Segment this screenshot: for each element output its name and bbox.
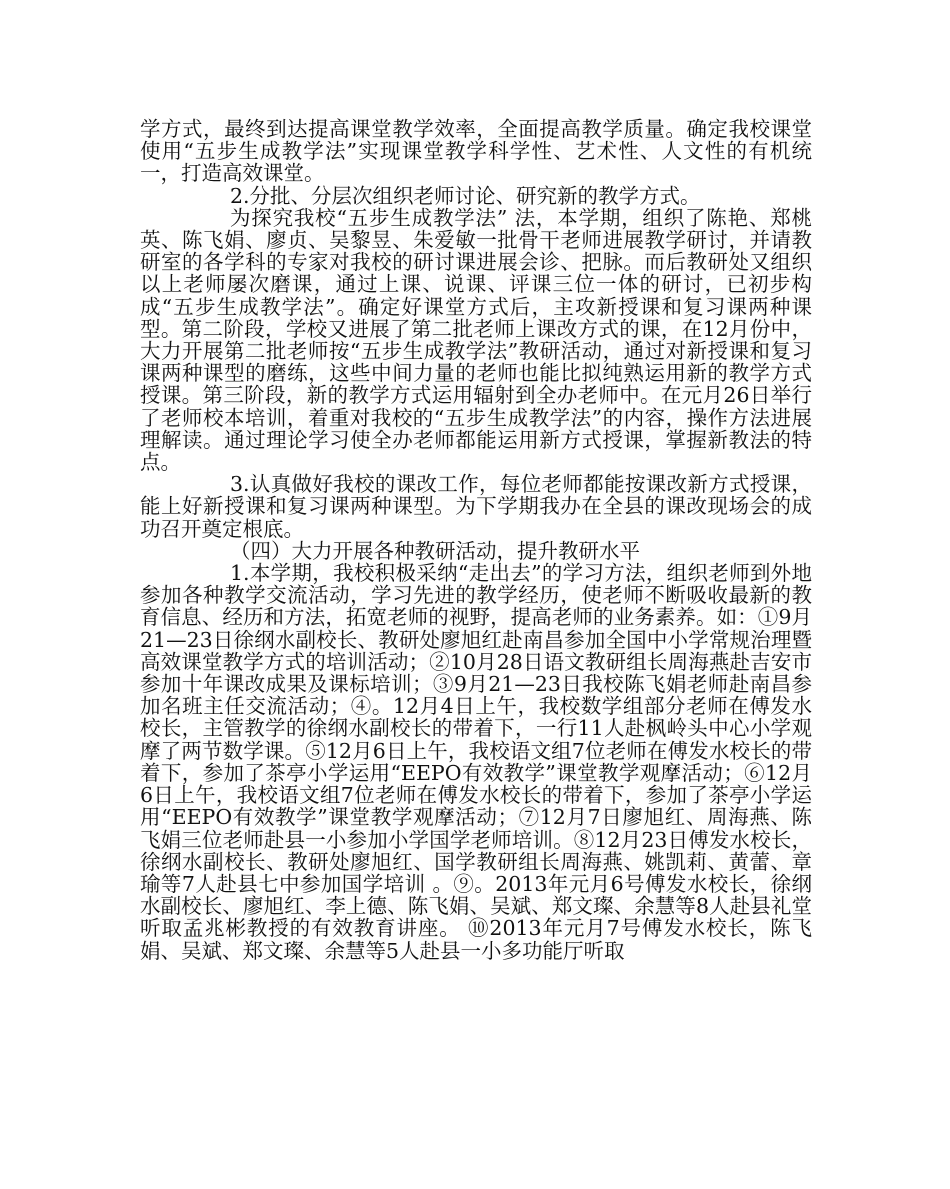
document-body <box>140 118 812 962</box>
paragraph-item-3: 3.认真做好我校的课改工作，每位老师都能按课改新方式授课，能上好新授课和复习课两种课型。为下学期我办在全县的课改现场会的成功召开奠定根底。 <box>140 472 812 541</box>
paragraph-item-1-activities: 1.本学期，我校积极采纳“走出去”的学习方法，组织老师到外地参加各种教学交流活动，学习先进的教学经历，使老师不断吸收最新的教育信息、经历和方法，拓宽老师的视野，提高老师的业务素养。如：①9月21—23日徐纲水副校长、教研处廖旭红赴南昌参加全国中小学常规治理暨高效课堂教学方式的培训活动；②10月28日语文教研组长周海燕赴吉安市参加十年课改成果及课标培训；③9月21—23日我校陈飞娟老师赴南昌参加名班主任交流活动；④。12月4日上午，我校数学组部分老师在傅发水校长，主管教学的徐纲水副校长的带着下，一行11人赴枫岭头中心小学观摩了两节数学课。⑤12月6日上午，我校语文组7位老师在傅发水校长的带着下，参加了茶亭小学运用“EEPO有效教学”课堂教学观摩活动；⑥12月6日上午，我校语文组7位老师在傅发水校长的带着下，参加了茶亭小学运用“EEPO有效教学”课堂教学观摩活动；⑦12月7日廖旭红、周海燕、陈飞娟三位老师赴县一小参加小学国学老师培训。⑧12月23日傅发水校长，徐纲水副校长、教研处廖旭红、国学教研组长周海燕、姚凯莉、黄蕾、章瑜等7人赴县七中参加国学培训 。⑨。2013年元月6号傅发水校长，徐纲水副校长、廖旭红、李上德、陈飞娟、吴斌、郑文璨、余慧等8人赴县礼堂听取孟兆彬教授的有效教育讲座。 ⑩2013年元月7号傅发水校长，陈飞娟、吴斌、郑文璨、余慧等5人赴县一小多功能厅听取 <box>140 561 812 963</box>
paragraph-item-2: 2.分批、分层次组织老师讨论、研究新的教学方式。 <box>230 183 701 208</box>
section-heading-four: （四）大力开展各种教研活动，提升教研水平 <box>230 538 640 563</box>
paragraph-five-step-method: 为探究我校“五步生成教学法” 法，本学期，组织了陈艳、郑桃英、陈飞娟、廖贞、吴黎昱、朱爱敏一批骨干老师进展教学研讨，并请教研室的各学科的专家对我校的研讨课进展会诊、把脉。而后教研处又组织以上老师屡次磨课，通过上课、说课、评课三位一体的研讨，已初步构成“五步生成教学法”。确定好课堂方式后，主攻新授课和复习课两种课型。第二阶段，学校又进展了第二批老师上课改方式的课，在12月份中，大力开展第二批老师按“五步生成教学法”教研活动，通过对新授课和复习课两种课型的磨练，这些中间力量的老师也能比拟纯熟运用新的教学方式授课。第三阶段，新的教学方式运用辐射到全办老师中。在元月26日举行了老师校本培训，着重对我校的“五步生成教学法”的内容，操作方法进展理解读。通过理论学习使全办老师都能运用新方式授课，掌握新教法的特点。 <box>140 205 812 475</box>
paragraph-continuation: 学方式，最终到达提高课堂教学效率，全面提高教学质量。确定我校课堂使用“五步生成教学法”实现课堂教学科学性、艺术性、人文性的有机统一，打造高效课堂。 <box>140 117 812 186</box>
